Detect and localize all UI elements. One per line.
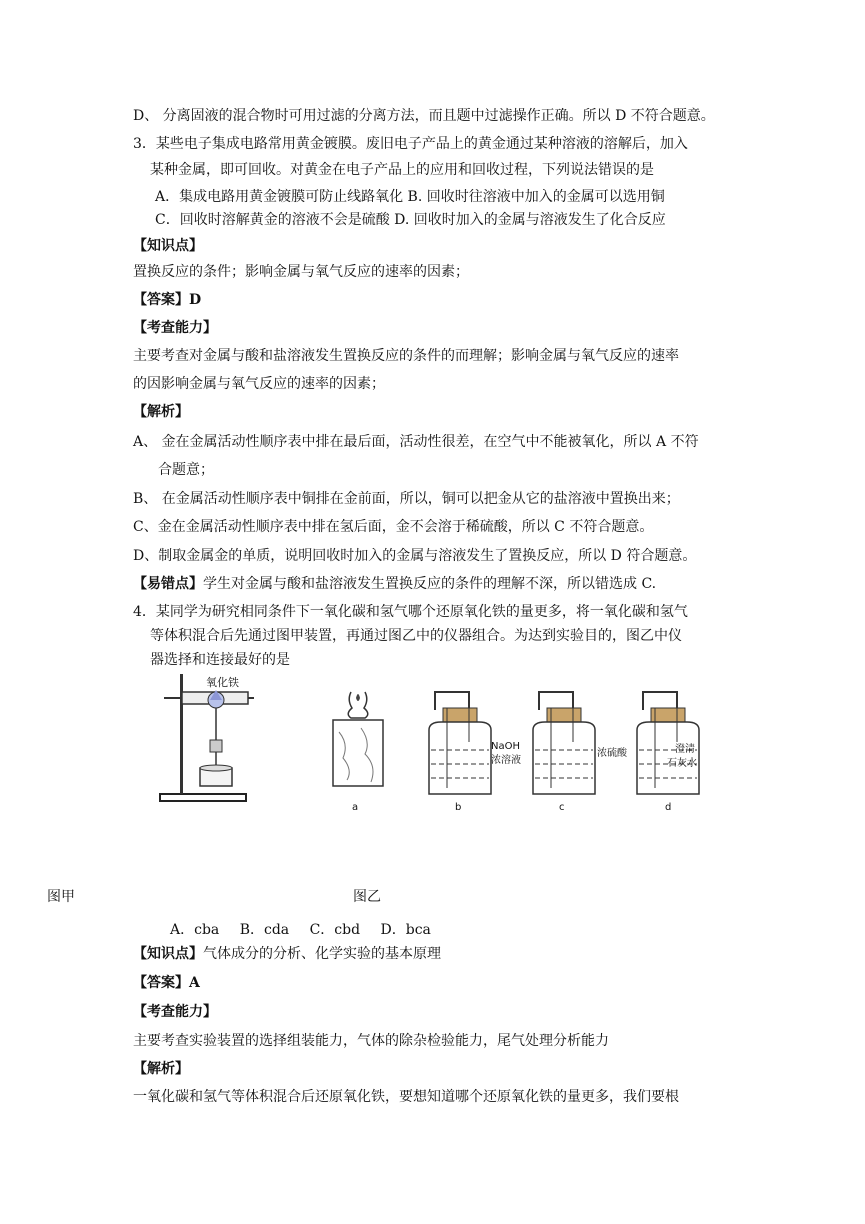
question-3-options-ab: A．集成电路用黄金镀膜可防止线路氧化 B. 回收时往溶液中加入的金属可以选用铜 [155, 189, 665, 205]
reagent-d-line1: 澄清 [675, 744, 695, 755]
knowledge-line-2 [133, 944, 441, 964]
figure-jia-apparatus [150, 668, 262, 804]
figure-jia-caption: 图甲 [47, 889, 75, 905]
reagent-d-line2: 石灰水 [667, 758, 697, 769]
caption-d: d [665, 802, 672, 813]
analysis-text-2: 一氧化碳和氢气等体积混合后还原氧化铁，要想知道哪个还原氧化铁的量更多，我们要根 [133, 1089, 679, 1105]
heading-error-point: 【易错点】 [133, 576, 203, 592]
figure-yi-apparatus [325, 684, 705, 820]
analysis-b: B、 在金属活动性顺序表中铜排在金前面，所以，铜可以把金从它的盐溶液中置换出来； [133, 491, 680, 507]
question-3-options-cd: C．回收时溶解黄金的溶液不会是硫酸 D. 回收时加入的金属与溶液发生了化合反应 [155, 212, 666, 228]
reagent-b-line1: NaOH [491, 741, 520, 752]
iron-oxide-label: 氧化铁 [206, 676, 239, 689]
error-point-line [133, 574, 656, 594]
apparatus-a-alcohol-lamp [333, 692, 383, 813]
question-3-line-1: 3．某些电子集成电路常用黄金镀膜。废旧电子产品上的黄金通过某种溶液的溶解后，加入 [133, 136, 688, 152]
knowledge-text: 置换反应的条件；影响金属与氧气反应的速率的因素； [133, 264, 469, 280]
question-4-options: A．cba B．cda C．cbd D．bca [170, 922, 431, 938]
analysis-a-1: A、 金在金属活动性顺序表中排在最后面，活动性很差，在空气中不能被氧化，所以 A 不符 [133, 434, 699, 450]
question-3-line-2: 某种金属，即可回收。对黄金在电子产品上的应用和回收过程，下列说法错误的是 [150, 162, 654, 178]
heading-knowledge-2: 【知识点】 [133, 946, 203, 962]
heading-analysis: 【解析】 [133, 404, 189, 420]
figure-yi-caption: 图乙 [353, 889, 381, 905]
analysis-d: D、制取金属金的单质，说明回收时加入的金属与溶液发生了置换反应，所以 D 符合题意。 [133, 548, 697, 564]
ability-text-2: 的因影响金属与氧气反应的速率的因素； [133, 376, 385, 392]
question-4-line-3: 器选择和连接最好的是 [150, 652, 290, 668]
caption-a: a [352, 802, 359, 813]
ability-text-3: 主要考查实验装置的选择组装能力，气体的除杂检验能力，尾气处理分析能力 [133, 1033, 609, 1049]
reagent-c: 浓硫酸 [597, 748, 627, 759]
answer-line: 【答案】D [133, 292, 202, 308]
error-point-text: 学生对金属与酸和盐溶液发生置换反应的条件的理解不深，所以错选成 C. [203, 576, 657, 592]
answer-line-2: 【答案】A [133, 975, 200, 991]
caption-b: b [455, 802, 462, 813]
heading-knowledge: 【知识点】 [133, 238, 203, 254]
heading-analysis-2: 【解析】 [133, 1061, 189, 1077]
apparatus-b-bottle [429, 692, 521, 813]
caption-c: c [559, 802, 565, 813]
knowledge-text-2: 气体成分的分析、化学实验的基本原理 [203, 946, 441, 962]
analysis-c: C、金在金属活动性顺序表中排在氢后面，金不会溶于稀硫酸，所以 C 不符合题意。 [133, 519, 654, 535]
question-4-line-2: 等体积混合后先通过图甲装置，再通过图乙中的仪器组合。为达到实验目的，图乙中仪 [150, 628, 682, 644]
reagent-b-line2: 浓溶液 [491, 755, 521, 766]
ability-text-1: 主要考查对金属与酸和盐溶液发生置换反应的条件的而理解；影响金属与氧气反应的速率 [133, 348, 679, 364]
question-4-line-1: 4．某同学为研究相同条件下一氧化碳和氢气哪个还原氧化铁的量更多，将一氧化碳和氢气 [133, 604, 688, 620]
apparatus-d-bottle [637, 692, 699, 813]
line-1: D、 分离固液的混合物时可用过滤的分离方法，而且题中过滤操作正确。所以 D 不符合题意。 [133, 108, 715, 124]
analysis-a-2: 合题意； [158, 462, 214, 478]
heading-ability-2: 【考查能力】 [133, 1004, 217, 1020]
apparatus-c-bottle [533, 692, 628, 813]
heading-ability: 【考查能力】 [133, 320, 217, 336]
